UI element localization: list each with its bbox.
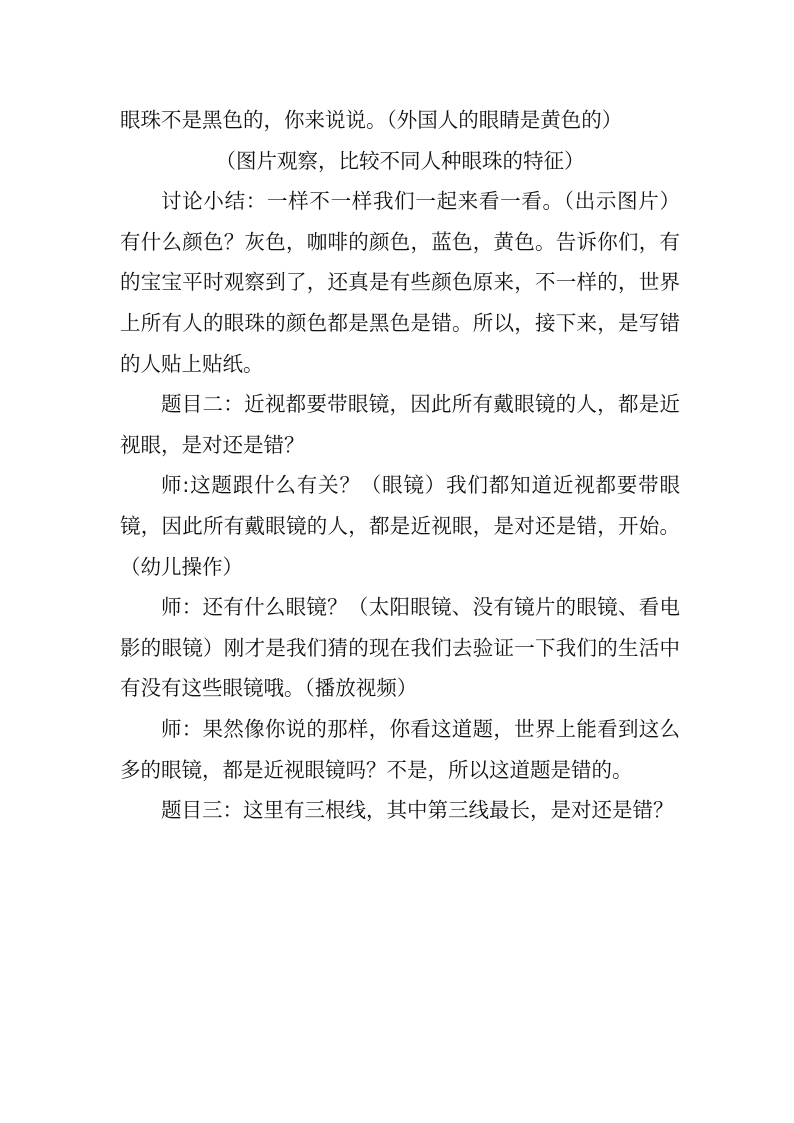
paragraph-teacher-glasses-question: 师:这题跟什么有关？（眼镜）我们都知道近视都要带眼镜，因此所有戴眼镜的人，都是近视眼，是对还是错，开始。（幼儿操作） (120, 473, 680, 579)
paragraph-eye-color-question: 眼珠不是黑色的，你来说说。（外国人的眼睛是黄色的） (120, 108, 623, 132)
paragraph-picture-observation: （图片观察，比较不同人种眼珠的特征） (215, 148, 585, 173)
paragraph-teacher-conclusion: 师：果然像你说的那样，你看这道题，世界上能看到这么多的眼镜，都是近视眼镜吗？不是，所以这道题是错的。 (120, 716, 680, 782)
paragraph-discussion-summary: 讨论小结：一样不一样我们一起来看一看。（出示图片）有什么颜色？灰色，咖啡的颜色，蓝色，黄色。告诉你们，有的宝宝平时观察到了，还真是有些颜色原来，不一样的，世界上所有人的眼珠的颜色都是黑色是错。所以，接下来，是写错的人贴上贴纸。 (120, 189, 680, 376)
paragraph-teacher-other-glasses: 师：还有什么眼镜？（太阳眼镜、没有镜片的眼镜、看电影的眼镜）刚才是我们猜的现在我们去验证一下我们的生活中有没有这些眼镜哦。（播放视频） (120, 595, 680, 701)
document-body (120, 100, 680, 831)
paragraph-question-two: 题目二：近视都要带眼镜，因此所有戴眼镜的人，都是近视眼，是对还是错？ (120, 392, 680, 457)
paragraph-question-three: 题目三：这里有三根线，其中第三线最长，是对还是错？ (161, 798, 674, 823)
